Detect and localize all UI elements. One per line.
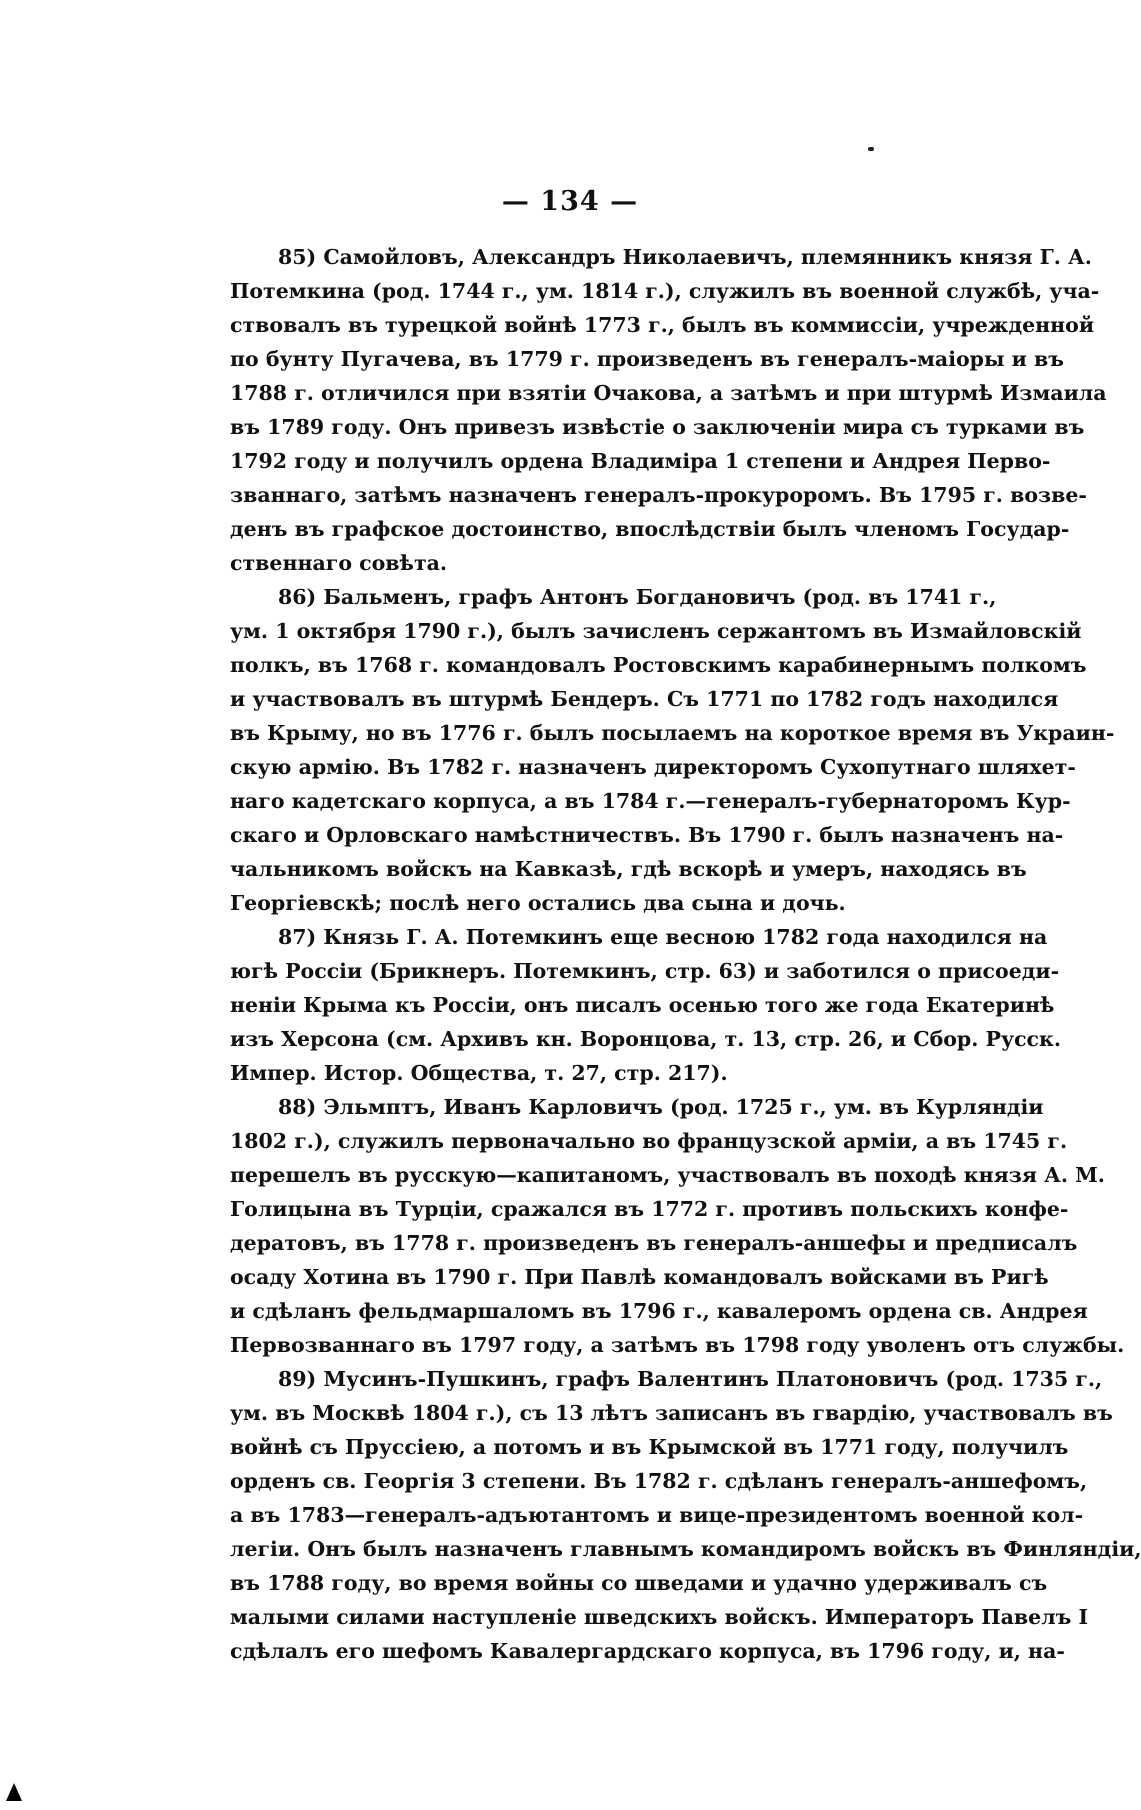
text-line: чальникомъ войскъ на Кавказѣ, гдѣ вскорѣ и умеръ, находясь въ xyxy=(230,857,1027,881)
text-line: ум. въ Москвѣ 1804 г.), съ 13 лѣтъ записанъ въ гвардію, участвовалъ въ xyxy=(230,1401,1113,1425)
text-line: Потемкина (род. 1744 г., ум. 1814 г.), служилъ въ военной службѣ, уча- xyxy=(230,279,1100,303)
footnote-87 xyxy=(230,920,1061,1090)
text-line: скаго и Орловскаго намѣстничествъ. Въ 1790 г. былъ назначенъ на- xyxy=(230,823,1064,847)
text-line: званнаго, затѣмъ назначенъ генералъ-прокуроромъ. Въ 1795 г. возве- xyxy=(230,483,1087,507)
text-line: 85) Самойловъ, Александръ Николаевичъ, племянникъ князя Г. А. xyxy=(278,245,1092,269)
text-line: Голицына въ Турціи, сражался въ 1772 г. противъ польскихъ конфе- xyxy=(230,1197,1069,1221)
text-line: и участвовалъ въ штурмѣ Бендеръ. Съ 1771 по 1782 годъ находился xyxy=(230,687,1059,711)
text-line: денъ въ графское достоинство, впослѣдствіи былъ членомъ Государ- xyxy=(230,517,1070,541)
footnote-89 xyxy=(230,1362,1141,1668)
text-line: ум. 1 октября 1790 г.), былъ зачисленъ сержантомъ въ Измайловскій xyxy=(230,619,1082,643)
text-line: ственнаго совѣта. xyxy=(230,551,448,575)
text-line: перешелъ въ русскую—капитаномъ, участвовалъ въ походѣ князя А. М. xyxy=(230,1163,1105,1187)
text-line: 89) Мусинъ-Пушкинъ, графъ Валентинъ Платоновичъ (род. 1735 г., xyxy=(278,1367,1103,1391)
text-line: 87) Князь Г. А. Потемкинъ еще весною 1782 года находился на xyxy=(278,925,1048,949)
text-line: ствовалъ въ турецкой войнѣ 1773 г., былъ въ коммиссіи, учрежденной xyxy=(230,313,1095,337)
text-line: дератовъ, въ 1778 г. произведенъ въ генералъ-аншефы и предписалъ xyxy=(230,1231,1078,1255)
text-line: а въ 1783—генералъ-адъютантомъ и вице-президентомъ военной кол- xyxy=(230,1503,1084,1527)
text-line: орденъ св. Георгія 3 степени. Въ 1782 г. сдѣланъ генералъ-аншефомъ, xyxy=(230,1469,1088,1493)
text-line: легіи. Онъ былъ назначенъ главнымъ командиромъ войскъ въ Финляндіи, xyxy=(230,1537,1141,1561)
text-line: въ 1788 году, во время войны со шведами и удачно удерживалъ съ xyxy=(230,1571,1048,1595)
text-line: въ Крыму, но въ 1776 г. былъ посылаемъ на короткое время въ Украин- xyxy=(230,721,1115,745)
text-line: Первозваннаго въ 1797 году, а затѣмъ въ 1798 году уволенъ отъ службы. xyxy=(230,1333,1125,1357)
text-line: наго кадетскаго корпуса, а въ 1784 г.—генералъ-губернаторомъ Кур- xyxy=(230,789,1071,813)
text-line: Импер. Истор. Общества, т. 27, стр. 217). xyxy=(230,1061,728,1085)
text-line: 86) Бальменъ, графъ Антонъ Богдановичъ (род. въ 1741 г., xyxy=(278,585,997,609)
page-number: — 134 — xyxy=(501,186,639,217)
text-line: сдѣлалъ его шефомъ Кавалергардскаго корпуса, въ 1796 году, и, на- xyxy=(230,1639,1065,1663)
text-line: 88) Эльмптъ, Иванъ Карловичъ (род. 1725 г., ум. въ Курляндіи xyxy=(278,1095,1044,1119)
text-line: осаду Хотина въ 1790 г. При Павлѣ командовалъ войсками въ Ригѣ xyxy=(230,1265,1049,1289)
text-line: малыми силами наступленіе шведскихъ войскъ. Императоръ Павелъ I xyxy=(230,1605,1089,1629)
corner-triangle-mark xyxy=(6,1783,22,1801)
ink-speck xyxy=(868,147,874,151)
text-line: и сдѣланъ фельдмаршаломъ въ 1796 г., кавалеромъ ордена св. Андрея xyxy=(230,1299,1088,1323)
text-line: полкъ, въ 1768 г. командовалъ Ростовскимъ карабинернымъ полкомъ xyxy=(230,653,1087,677)
text-line: 1792 году и получилъ ордена Владиміра 1 степени и Андрея Перво- xyxy=(230,449,1051,473)
text-line: Георгіевскѣ; послѣ него остались два сына и дочь. xyxy=(230,891,846,915)
footnotes-body xyxy=(230,240,1141,1668)
text-line: югѣ Россіи (Брикнеръ. Потемкинъ, стр. 63) и заботился о присоеди- xyxy=(230,959,1060,983)
text-line: изъ Херсона (см. Архивъ кн. Воронцова, т. 13, стр. 26, и Сбор. Русск. xyxy=(230,1027,1061,1051)
text-line: 1788 г. отличился при взятіи Очакова, а затѣмъ и при штурмѣ Измаила xyxy=(230,381,1107,405)
text-line: войнѣ съ Пруссіею, а потомъ и въ Крымской въ 1771 году, получилъ xyxy=(230,1435,1069,1459)
footnote-85 xyxy=(230,240,1107,580)
footnote-86 xyxy=(230,580,1115,920)
footnote-88 xyxy=(230,1090,1125,1362)
text-line: 1802 г.), служилъ первоначально во французской арміи, а въ 1745 г. xyxy=(230,1129,1068,1153)
text-line: неніи Крыма къ Россіи, онъ писалъ осенью того же года Екатеринѣ xyxy=(230,993,1055,1017)
text-line: по бунту Пугачева, въ 1779 г. произведенъ въ генералъ-маіоры и въ xyxy=(230,347,1064,371)
text-line: скую армію. Въ 1782 г. назначенъ директоромъ Сухопутнаго шляхет- xyxy=(230,755,1076,779)
text-line: въ 1789 году. Онъ привезъ извѣстіе о заключеніи мира съ турками въ xyxy=(230,415,1085,439)
